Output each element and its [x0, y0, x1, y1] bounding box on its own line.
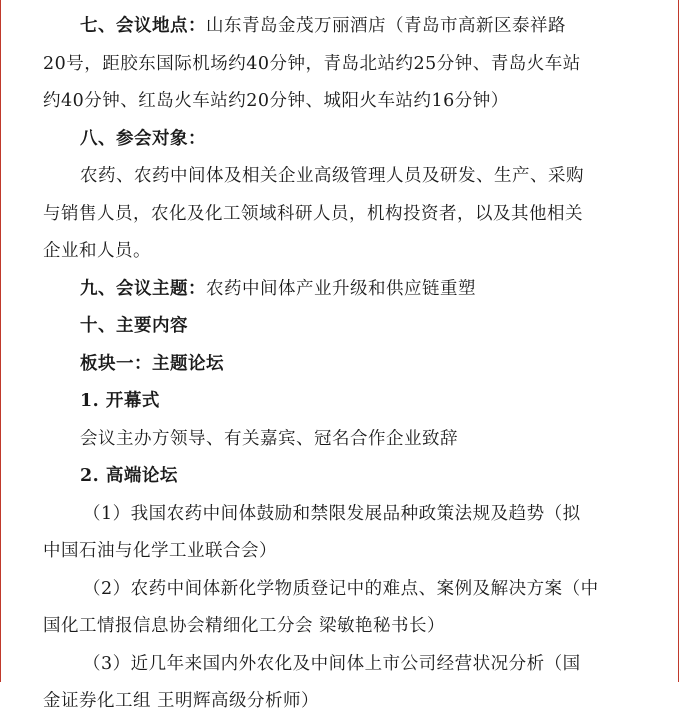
item-1-text: 会议主办方领导、有关嘉宾、冠名合作企业致辞: [80, 428, 458, 449]
item-1-heading: 1. 开幕式: [80, 391, 160, 411]
section-9-line: [43, 271, 643, 309]
item-2-heading: 2. 高端论坛: [80, 466, 178, 486]
section-8-line-2: 与销售人员，农化及化工领域科研人员，机构投资者，以及其他相关: [43, 203, 583, 224]
section-7-line-1: [43, 8, 643, 46]
item-2-sub-1-line-1: （1）我国农药中间体鼓励和禁限发展品种政策法规及趋势（拟: [83, 503, 581, 524]
item-2-sub-3-line-1: （3）近几年来国内外农化及中间体上市公司经营状况分析（国: [83, 653, 581, 674]
section-9-theme: 农药中间体产业升级和供应链重塑: [206, 278, 476, 299]
item-2-sub-2-line-1: （2）农药中间体新化学物质登记中的难点、案例及解决方案（中: [83, 578, 599, 599]
section-7-venue: 山东青岛金茂万丽酒店（青岛市高新区泰祥路: [206, 16, 566, 36]
section-7-line-3: 约40分钟、红岛火车站约20分钟、城阳火车站约16分钟）: [43, 91, 509, 111]
section-10-heading: 十、主要内容: [80, 316, 188, 336]
section-7-heading: 七、会议地点：: [80, 16, 206, 36]
module-1-heading: 板块一：主题论坛: [80, 353, 224, 374]
item-2-sub-2-line-2: 国化工情报信息协会精细化工分会 梁敏艳秘书长）: [43, 616, 446, 636]
section-7-line-2: 20号，距胶东国际机场约40分钟，青岛北站约25分钟、青岛火车站: [43, 53, 581, 74]
item-2-sub-3-line-2: 金证券化工组 王明辉高级分析师）: [43, 691, 320, 711]
section-8-line-1: 农药、农药中间体及相关企业高级管理人员及研发、生产、采购: [80, 166, 584, 186]
document-body: [43, 8, 643, 721]
section-8-line-3: 企业和人员。: [43, 241, 151, 261]
section-9-heading: 九、会议主题：: [80, 278, 206, 299]
item-2-sub-1-line-2: 中国石油与化学工业联合会）: [43, 541, 277, 561]
section-8-heading: 八、参会对象：: [80, 128, 206, 149]
